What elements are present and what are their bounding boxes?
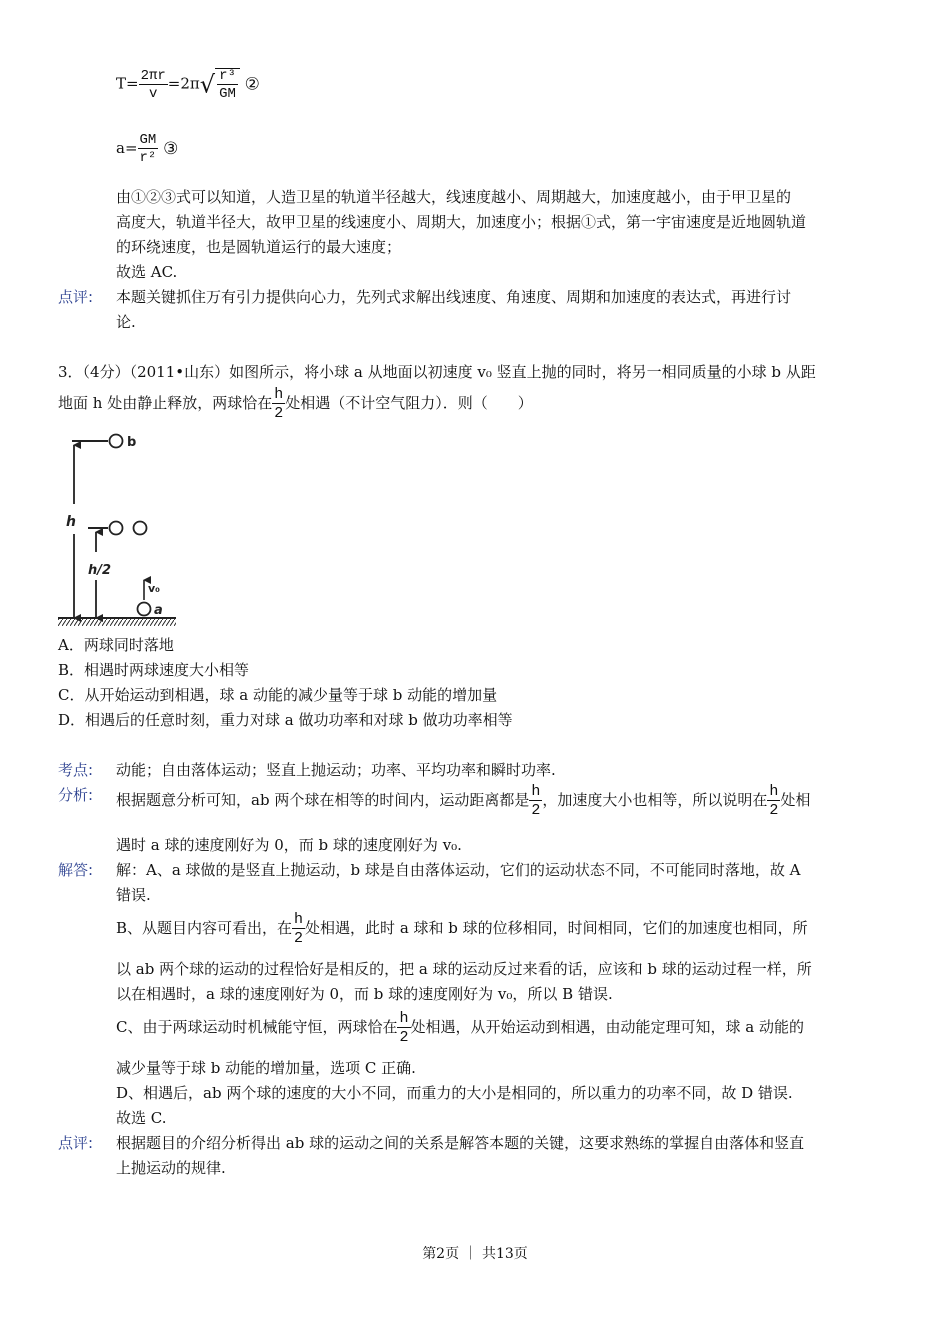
point-text: 动能；自由落体运动；竖直上抛运动；功率、平均功率和瞬时功率. [116, 761, 556, 779]
explain-line: 由①②③式可以知道，人造卫星的轨道半径越大，线速度越小、周期越大，加速度越小，由于甲卫星的 [116, 188, 792, 206]
review-line: 根据题目的介绍分析得出 ab 球的运动之间的关系是解答本题的关键，这要求熟练的掌握自由落体和竖直 [116, 1134, 805, 1152]
analysis-line: 遇时 a 球的速度刚好为 0，而 b 球的速度刚好为 v₀. [116, 836, 462, 854]
fraction-h-half: $\frac{h}{2}$ [294, 911, 304, 947]
label-h: h [66, 514, 76, 530]
ground-hatch [58, 618, 176, 626]
fraction-h-half: $\frac{h}{2}$ [399, 1010, 409, 1046]
review-line: 上抛运动的规律. [116, 1159, 226, 1177]
answer-label: 解答: [58, 861, 94, 879]
explain-line: 的环绕速度，也是圆轨道运行的最大速度； [116, 238, 402, 256]
formula-lhs: T= [116, 74, 139, 93]
formula-acceleration: a= $\frac{GM}{\text{r²}}$ ③ [116, 132, 179, 166]
label-a: a [154, 603, 163, 618]
option-a: A．两球同时落地 [58, 636, 174, 654]
label-h2: h/2 [88, 563, 112, 578]
ball-a [138, 603, 151, 616]
question-stem: 地面 h 处由静止释放，两球恰在 $\frac{h}{2}$ 处相遇（不计空气阻力）．则（ ） [58, 386, 533, 422]
answer-line: C、由于两球运动时机械能守恒，两球恰在 $\frac{h}{2}$ 处相遇，从开始运动到相遇，由动能定理可知，球 a 动能的 [116, 1010, 804, 1046]
review-line: 论. [116, 313, 136, 331]
option-b: B．相遇时两球速度大小相等 [58, 661, 250, 679]
analysis-label: 分析: [58, 786, 94, 804]
motion-figure [58, 428, 178, 632]
explain-line: 高度大，轨道半径大，故甲卫星的线速度小、周期大，加速度小；根据①式，第一宇宙速度是近地圆轨道 [116, 213, 807, 231]
ball-meet-1 [110, 522, 123, 535]
answer-line: 解：A、a 球做的是竖直上抛运动，b 球是自由落体运动，它们的运动状态不同，不可能同时落地，故 A [116, 861, 801, 879]
label-b: b [127, 435, 137, 450]
option-c: C．从开始运动到相遇，球 a 动能的减少量等于球 b 动能的增加量 [58, 686, 498, 704]
answer-line: 以在相遇时，a 球的速度刚好为 0，而 b 球的速度刚好为 v₀，所以 B 错误. [116, 985, 613, 1003]
answer-line: 以 ab 两个球的运动的过程恰好是相反的，把 a 球的运动反过来看的话，应该和 b 球的运动过程一样，所 [116, 960, 812, 978]
label-v0: v₀ [148, 582, 160, 595]
fraction-h-half: $\frac{h}{2}$ [769, 783, 779, 819]
ball-meet-2 [134, 522, 147, 535]
review-line: 本题关键抓住万有引力提供向心力，先列式求解出线速度、角速度、周期和加速度的表达式，再进行讨 [116, 288, 792, 306]
answer-line: B、从题目内容可看出，在 $\frac{h}{2}$ 处相遇，此时 a 球和 b 球的位移相同，时间相同，它们的加速度也相同，所 [116, 911, 808, 947]
fraction-h-half: $\frac{h}{2}$ [274, 386, 284, 422]
review-label: 点评: [58, 288, 94, 306]
equation-marker: ③ [163, 139, 179, 159]
answer-line: 错误. [116, 886, 151, 904]
ball-b [110, 435, 123, 448]
question-stem: 3．（4分）（2011•山东）如图所示，将小球 a 从地面以初速度 v₀ 竖直上抛的同时，将另一相同质量的小球 b 从距 [58, 363, 816, 381]
review-label: 点评: [58, 1134, 94, 1152]
answer-line: D、相遇后，ab 两个球的速度的大小不同，而重力的大小是相同的，所以重力的功率不同，故 D 错误. [116, 1084, 793, 1102]
explain-line: 故选 AC. [116, 263, 178, 281]
page-footer: 第2页 ｜ 共13页 [422, 1246, 528, 1262]
formula-period: T= $\frac{2\pi r}{v}$ =2π√ $\frac{\text{r³}}{GM}$ ② [116, 67, 260, 102]
point-label: 考点: [58, 761, 94, 779]
answer-line: 故选 C. [116, 1109, 167, 1127]
equation-marker: ② [244, 74, 260, 95]
sqrt-body: $\frac{\text{r³}}{GM}$ [215, 68, 240, 101]
analysis-line: 根据题意分析可知，ab 两个球在相等的时间内，运动距离都是 $\frac{h}{2}$ ，加速度大小也相等，所以说明在 $\frac{h}{2}$ 处相 [116, 783, 811, 819]
answer-line: 减少量等于球 b 动能的增加量，选项 C 正确. [116, 1059, 416, 1077]
fraction-h-half: $\frac{h}{2}$ [531, 783, 541, 819]
fraction: $\frac{2\pi r}{v}$ [140, 67, 166, 102]
fraction: $\frac{GM}{\text{r²}}$ [139, 132, 157, 166]
option-d: D．相遇后的任意时刻，重力对球 a 做功功率和对球 b 做功功率相等 [58, 711, 513, 729]
sqrt-sign: √ [199, 70, 216, 99]
